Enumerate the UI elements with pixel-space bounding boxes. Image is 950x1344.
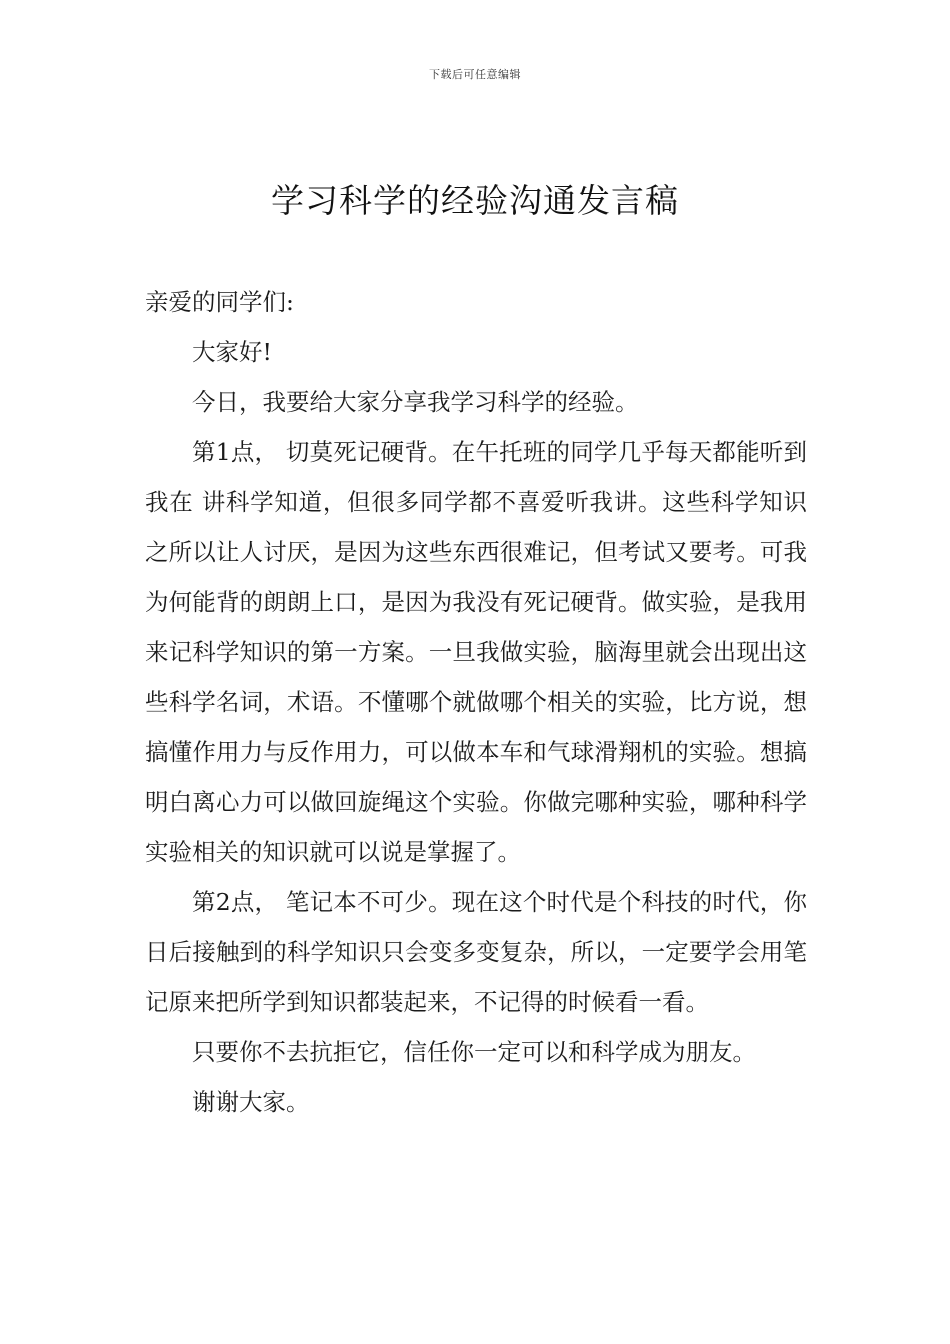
document-body	[145, 277, 807, 1127]
paragraph-point-1: 第1点， 切莫死记硬背。在午托班的同学几乎每天都能听到我在 讲科学知道，但很多同学都不喜爱听我讲。这些科学知识之所以让人讨厌，是因为这些东西很难记，但考试又要考。可我为何能背的朗朗上口，是因为我没有死记硬背。做实验，是我用来记科学知识的第一方案。一旦我做实验，脑海里就会出现出这些科学名词，术语。不懂哪个就做哪个相关的实验，比方说，想搞懂作用力与反作用力，可以做本车和气球滑翔机的实验。想搞明白离心力可以做回旋绳这个实验。你做完哪种实验，哪种科学实验相关的知识就可以说是掌握了。	[145, 438, 807, 866]
salutation: 亲爱的同学们:	[145, 288, 294, 316]
paragraph-conclusion: 只要你不去抗拒它，信任你一定可以和科学成为朋友。	[192, 1038, 756, 1066]
paragraph-greeting: 大家好!	[192, 338, 272, 366]
paragraph-point-2: 第2点， 笔记本不可少。现在这个时代是个科技的时代，你日后接触到的科学知识只会变多变复杂，所以，一定要学会用笔记原来把所学到知识都装起来，不记得的时候看一看。	[145, 888, 807, 1016]
document-title: 学习科学的经验沟通发言稿	[271, 181, 679, 220]
paragraph-intro: 今日，我要给大家分享我学习科学的经验。	[192, 388, 639, 416]
paragraph-thanks: 谢谢大家。	[192, 1088, 310, 1116]
header-note: 下载后可任意编辑	[429, 68, 521, 81]
